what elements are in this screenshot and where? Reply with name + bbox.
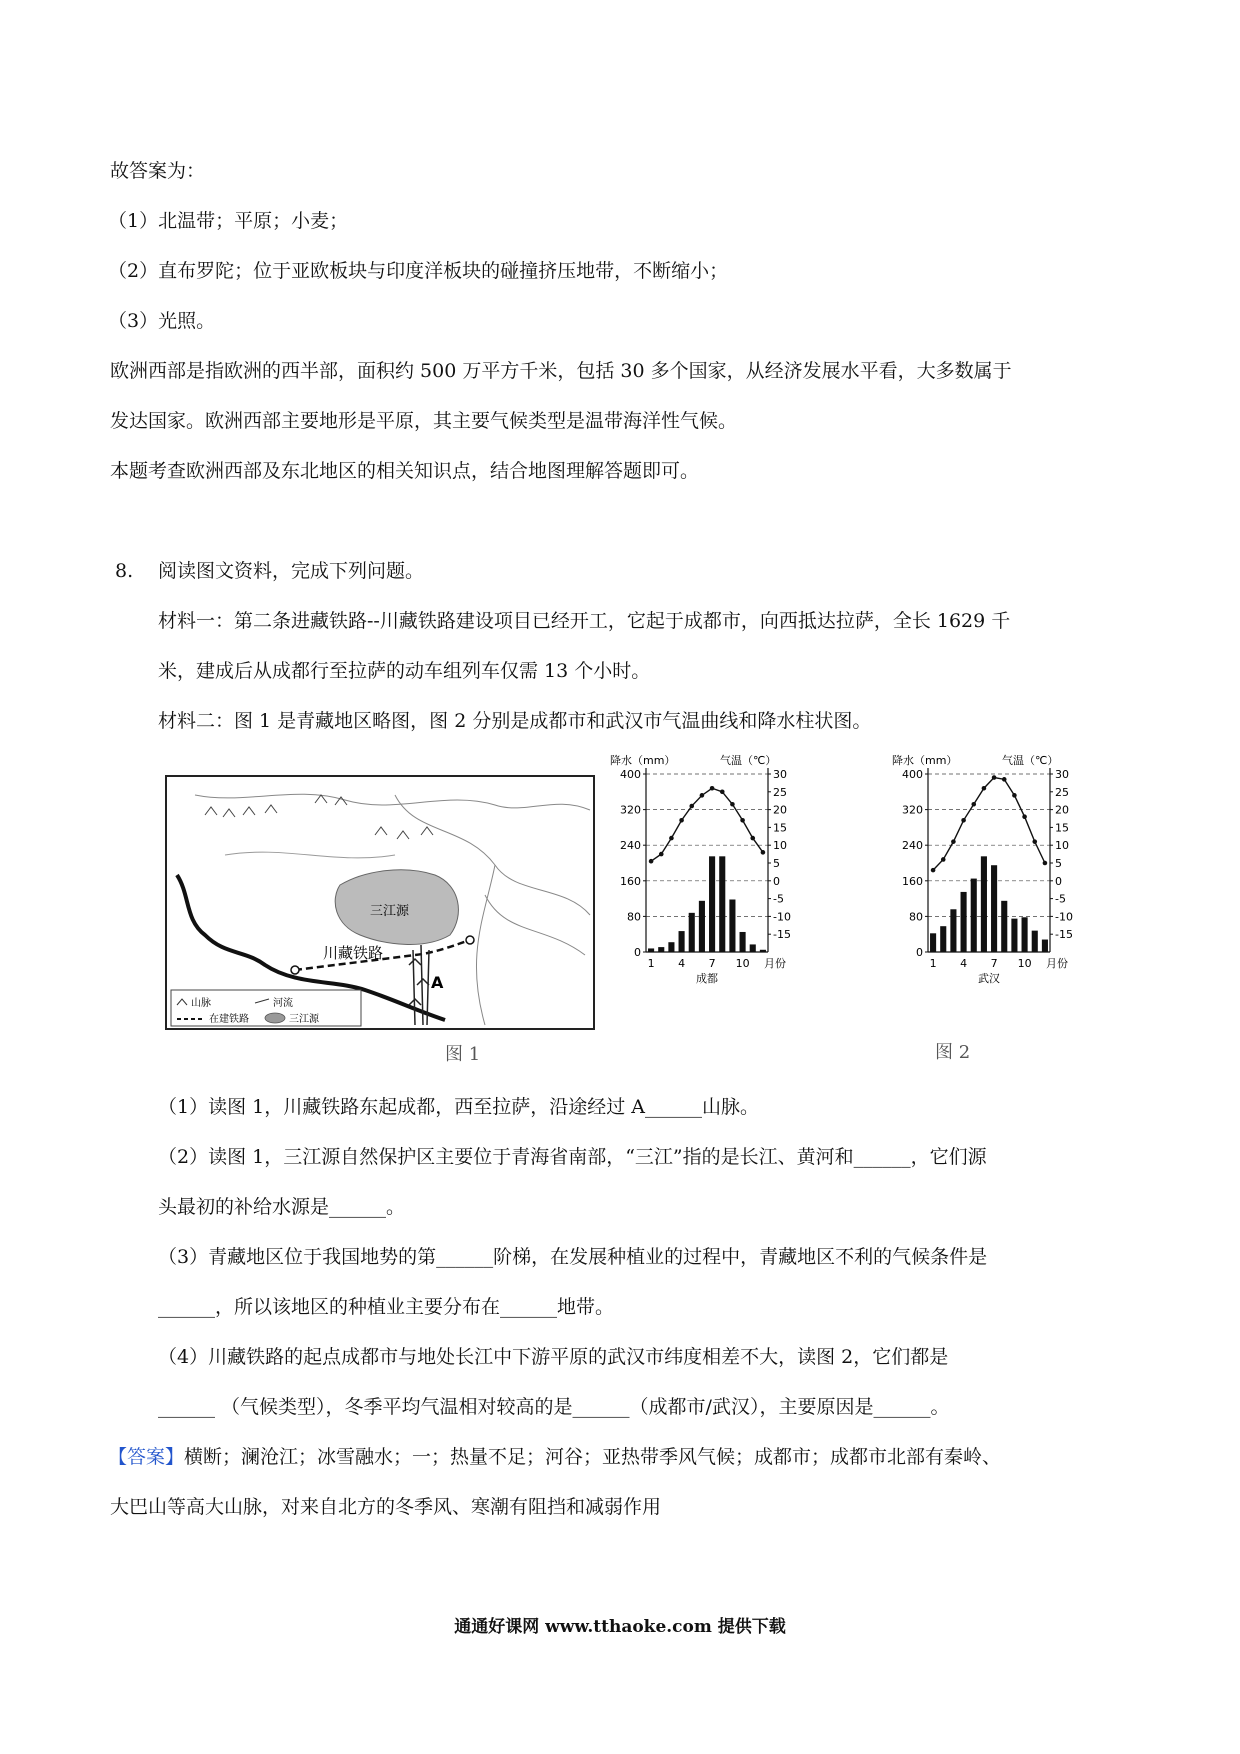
temp-point-5 (971, 802, 976, 807)
precip-tick-label: 80 (909, 910, 923, 924)
chart-title: 成都 (696, 972, 718, 985)
railway-label: 川藏铁路 (323, 944, 384, 962)
temp-point-3 (669, 836, 674, 841)
legend-railway: 在建铁路 (209, 1014, 249, 1025)
temp-point-2 (659, 852, 664, 857)
precip-tick-label: 0 (634, 946, 641, 959)
precip-axis-label: 降水（mm） (892, 754, 958, 767)
temp-point-3 (951, 839, 956, 844)
footer: 通通好课网 www.tthaoke.com 提供下载 (454, 1617, 786, 1637)
month-tick-label: 4 (678, 957, 686, 970)
answer-intro: 故答案为： (110, 160, 206, 182)
temp-axis-label: 气温（℃） (1002, 754, 1059, 767)
temp-point-12 (1043, 861, 1048, 866)
temp-tick-label: 30 (773, 768, 787, 781)
answer-text-1: 横断；澜沧江；冰雪融水；一；热量不足；河谷；亚热带季风气候；成都市；成都市北部有秦岭、 (184, 1446, 1002, 1468)
temp-point-8 (720, 790, 725, 795)
temp-tick-label: 5 (773, 857, 780, 870)
climate-chart-wuhan (890, 752, 1115, 1032)
month-tick-label: 1 (647, 957, 655, 970)
temp-point-1 (649, 859, 654, 864)
temp-point-11 (750, 836, 755, 841)
precip-tick-label: 80 (627, 910, 641, 924)
question-1: （1）读图 1，川藏铁路东起成都，西至拉萨，沿途经过 A______山脉。 (158, 1096, 759, 1118)
month-tick-label: 1 (929, 957, 937, 970)
temp-tick-label: 15 (773, 821, 787, 835)
precip-bar-4 (679, 931, 685, 952)
question-stem: 阅读图文资料，完成下列问题。 (158, 560, 425, 582)
temp-tick-label: 0 (1055, 874, 1062, 888)
answer-item-3: （3）光照。 (108, 310, 216, 332)
temp-tick-label: 15 (1055, 821, 1069, 835)
temp-point-9 (1012, 793, 1017, 798)
question-3-line-2: ______，所以该地区的种植业主要分布在______地带。 (158, 1296, 615, 1318)
question-4-line-2: ______ （气候类型），冬季平均气温相对较高的是______（成都市/武汉），主要原因是______。 (158, 1396, 950, 1418)
temp-tick-label: 5 (1055, 857, 1062, 870)
temp-point-2 (941, 857, 946, 862)
precip-bar-7 (991, 865, 997, 952)
figure1-map (165, 775, 595, 1030)
month-tick-label: 10 (1017, 957, 1032, 970)
month-tick-label: 10 (735, 957, 750, 970)
precip-bar-5 (689, 913, 695, 952)
material1-line-1: 材料一：第二条进藏铁路--川藏铁路建设项目已经开工，它起于成都市，向西抵达拉萨，全长 1629 千 (158, 610, 1011, 632)
sanjiangyuan-label: 三江源 (370, 904, 410, 919)
temp-point-6 (982, 786, 987, 791)
precip-tick-label: 400 (620, 768, 641, 781)
temp-tick-label: 25 (773, 785, 787, 799)
precip-bar-8 (719, 856, 725, 952)
question-3-line-1: （3）青藏地区位于我国地势的第______阶梯，在发展种植业的过程中，青藏地区不利的气候条件是 (158, 1246, 988, 1268)
figure1-caption: 图 1 (445, 1044, 481, 1065)
precip-bar-11 (1032, 931, 1038, 952)
temp-point-1 (931, 868, 936, 873)
precip-bar-1 (648, 948, 654, 952)
temp-tick-label: -10 (773, 910, 791, 924)
precip-bar-8 (1001, 901, 1007, 952)
temp-point-11 (1032, 839, 1037, 844)
temp-tick-label: 30 (1055, 768, 1069, 781)
x-axis-label: 月份 (1046, 957, 1068, 970)
temp-tick-label: -15 (773, 928, 791, 942)
question-2-line-2: 头最初的补给水源是______。 (158, 1196, 406, 1218)
precip-bar-12 (1042, 940, 1048, 952)
precip-tick-label: 320 (620, 803, 641, 817)
temp-point-10 (1022, 814, 1027, 819)
precip-bar-6 (699, 901, 705, 952)
x-axis-label: 月份 (764, 957, 786, 970)
precip-bar-1 (930, 933, 936, 952)
precip-bar-6 (981, 856, 987, 952)
month-tick-label: 7 (708, 957, 716, 970)
temperature-line (651, 788, 763, 861)
month-tick-label: 7 (990, 957, 998, 970)
temp-point-4 (961, 818, 966, 823)
precip-bar-9 (1011, 919, 1017, 952)
precip-tick-label: 320 (902, 803, 923, 817)
analysis-line-3: 本题考查欧洲西部及东北地区的相关知识点，结合地图理解答题即可。 (110, 460, 700, 482)
temp-tick-label: 0 (773, 874, 780, 888)
point-a-label: A (431, 973, 444, 992)
precip-bar-2 (940, 926, 946, 952)
temperature-line (933, 778, 1045, 871)
temp-tick-label: 25 (1055, 785, 1069, 799)
temp-tick-label: 20 (773, 803, 787, 817)
analysis-line-1: 欧洲西部是指欧洲的西半部，面积约 500 万平方千米，包括 30 多个国家，从经济发展水平看，大多数属于 (110, 360, 1012, 382)
legend-sanjiangyuan: 三江源 (289, 1014, 319, 1025)
temp-tick-label: 10 (773, 839, 787, 853)
precip-tick-label: 400 (902, 768, 923, 781)
answer-line-1 (108, 1444, 1001, 1470)
precip-bar-11 (750, 944, 756, 952)
precip-bar-3 (668, 942, 674, 952)
precip-tick-label: 160 (902, 874, 923, 888)
question-number: 8. (115, 560, 134, 582)
month-tick-label: 4 (960, 957, 968, 970)
temp-tick-label: -5 (773, 892, 784, 906)
temp-point-12 (761, 850, 766, 855)
temp-point-7 (992, 775, 997, 780)
precip-axis-label: 降水（mm） (610, 754, 676, 767)
question-4-line-1: （4）川藏铁路的起点成都市与地处长江中下游平原的武汉市纬度相差不大，读图 2，它们都是 (158, 1346, 949, 1368)
temp-point-7 (710, 786, 715, 791)
precip-bar-9 (729, 899, 735, 952)
temp-point-5 (689, 804, 694, 809)
temp-tick-label: -15 (1055, 928, 1073, 942)
temp-tick-label: 10 (1055, 839, 1069, 853)
answer-item-2: （2）直布罗陀；位于亚欧板块与印度洋板块的碰撞挤压地带，不断缩小； (108, 260, 729, 282)
answer-line-2: 大巴山等高大山脉，对来自北方的冬季风、寒潮有阻挡和减弱作用 (110, 1496, 662, 1518)
temp-point-8 (1002, 777, 1007, 782)
precip-tick-label: 240 (620, 839, 641, 853)
precip-bar-2 (658, 947, 664, 952)
temp-tick-label: 20 (1055, 803, 1069, 817)
precip-bar-7 (709, 856, 715, 952)
temp-point-10 (740, 818, 745, 823)
material2: 材料二：图 1 是青藏地区略图，图 2 分别是成都市和武汉市气温曲线和降水柱状图。 (158, 710, 872, 732)
temp-tick-label: -10 (1055, 910, 1073, 924)
precip-bar-12 (760, 950, 766, 952)
figure2-caption: 图 2 (935, 1042, 971, 1063)
answer-item-1: （1）北温带；平原；小麦； (108, 210, 349, 232)
temp-axis-label: 气温（℃） (720, 754, 777, 767)
precip-tick-label: 240 (902, 839, 923, 853)
precip-tick-label: 0 (916, 946, 923, 959)
chart-title: 武汉 (978, 972, 1000, 985)
precip-bar-3 (950, 909, 956, 952)
temp-point-4 (679, 818, 684, 823)
precip-bar-5 (971, 879, 977, 952)
legend-river: 河流 (273, 998, 293, 1009)
material1-line-2: 米，建成后从成都行至拉萨的动车组列车仅需 13 个小时。 (158, 660, 651, 682)
legend-mountain: 山脉 (191, 998, 211, 1009)
precip-tick-label: 160 (620, 874, 641, 888)
precip-bar-10 (740, 932, 746, 952)
analysis-line-2: 发达国家。欧洲西部主要地形是平原，其主要气候类型是温带海洋性气候。 (110, 410, 738, 432)
answer-tag: 【答案】 (108, 1446, 185, 1468)
precip-bar-4 (961, 892, 967, 952)
question-2-line-1: （2）读图 1，三江源自然保护区主要位于青海省南部，“三江”指的是长江、黄河和______，它们源 (158, 1146, 987, 1168)
temp-tick-label: -5 (1055, 892, 1066, 906)
temp-point-6 (700, 793, 705, 798)
precip-bar-10 (1022, 917, 1028, 952)
temp-point-9 (730, 802, 735, 807)
climate-chart-chengdu (608, 752, 833, 1032)
